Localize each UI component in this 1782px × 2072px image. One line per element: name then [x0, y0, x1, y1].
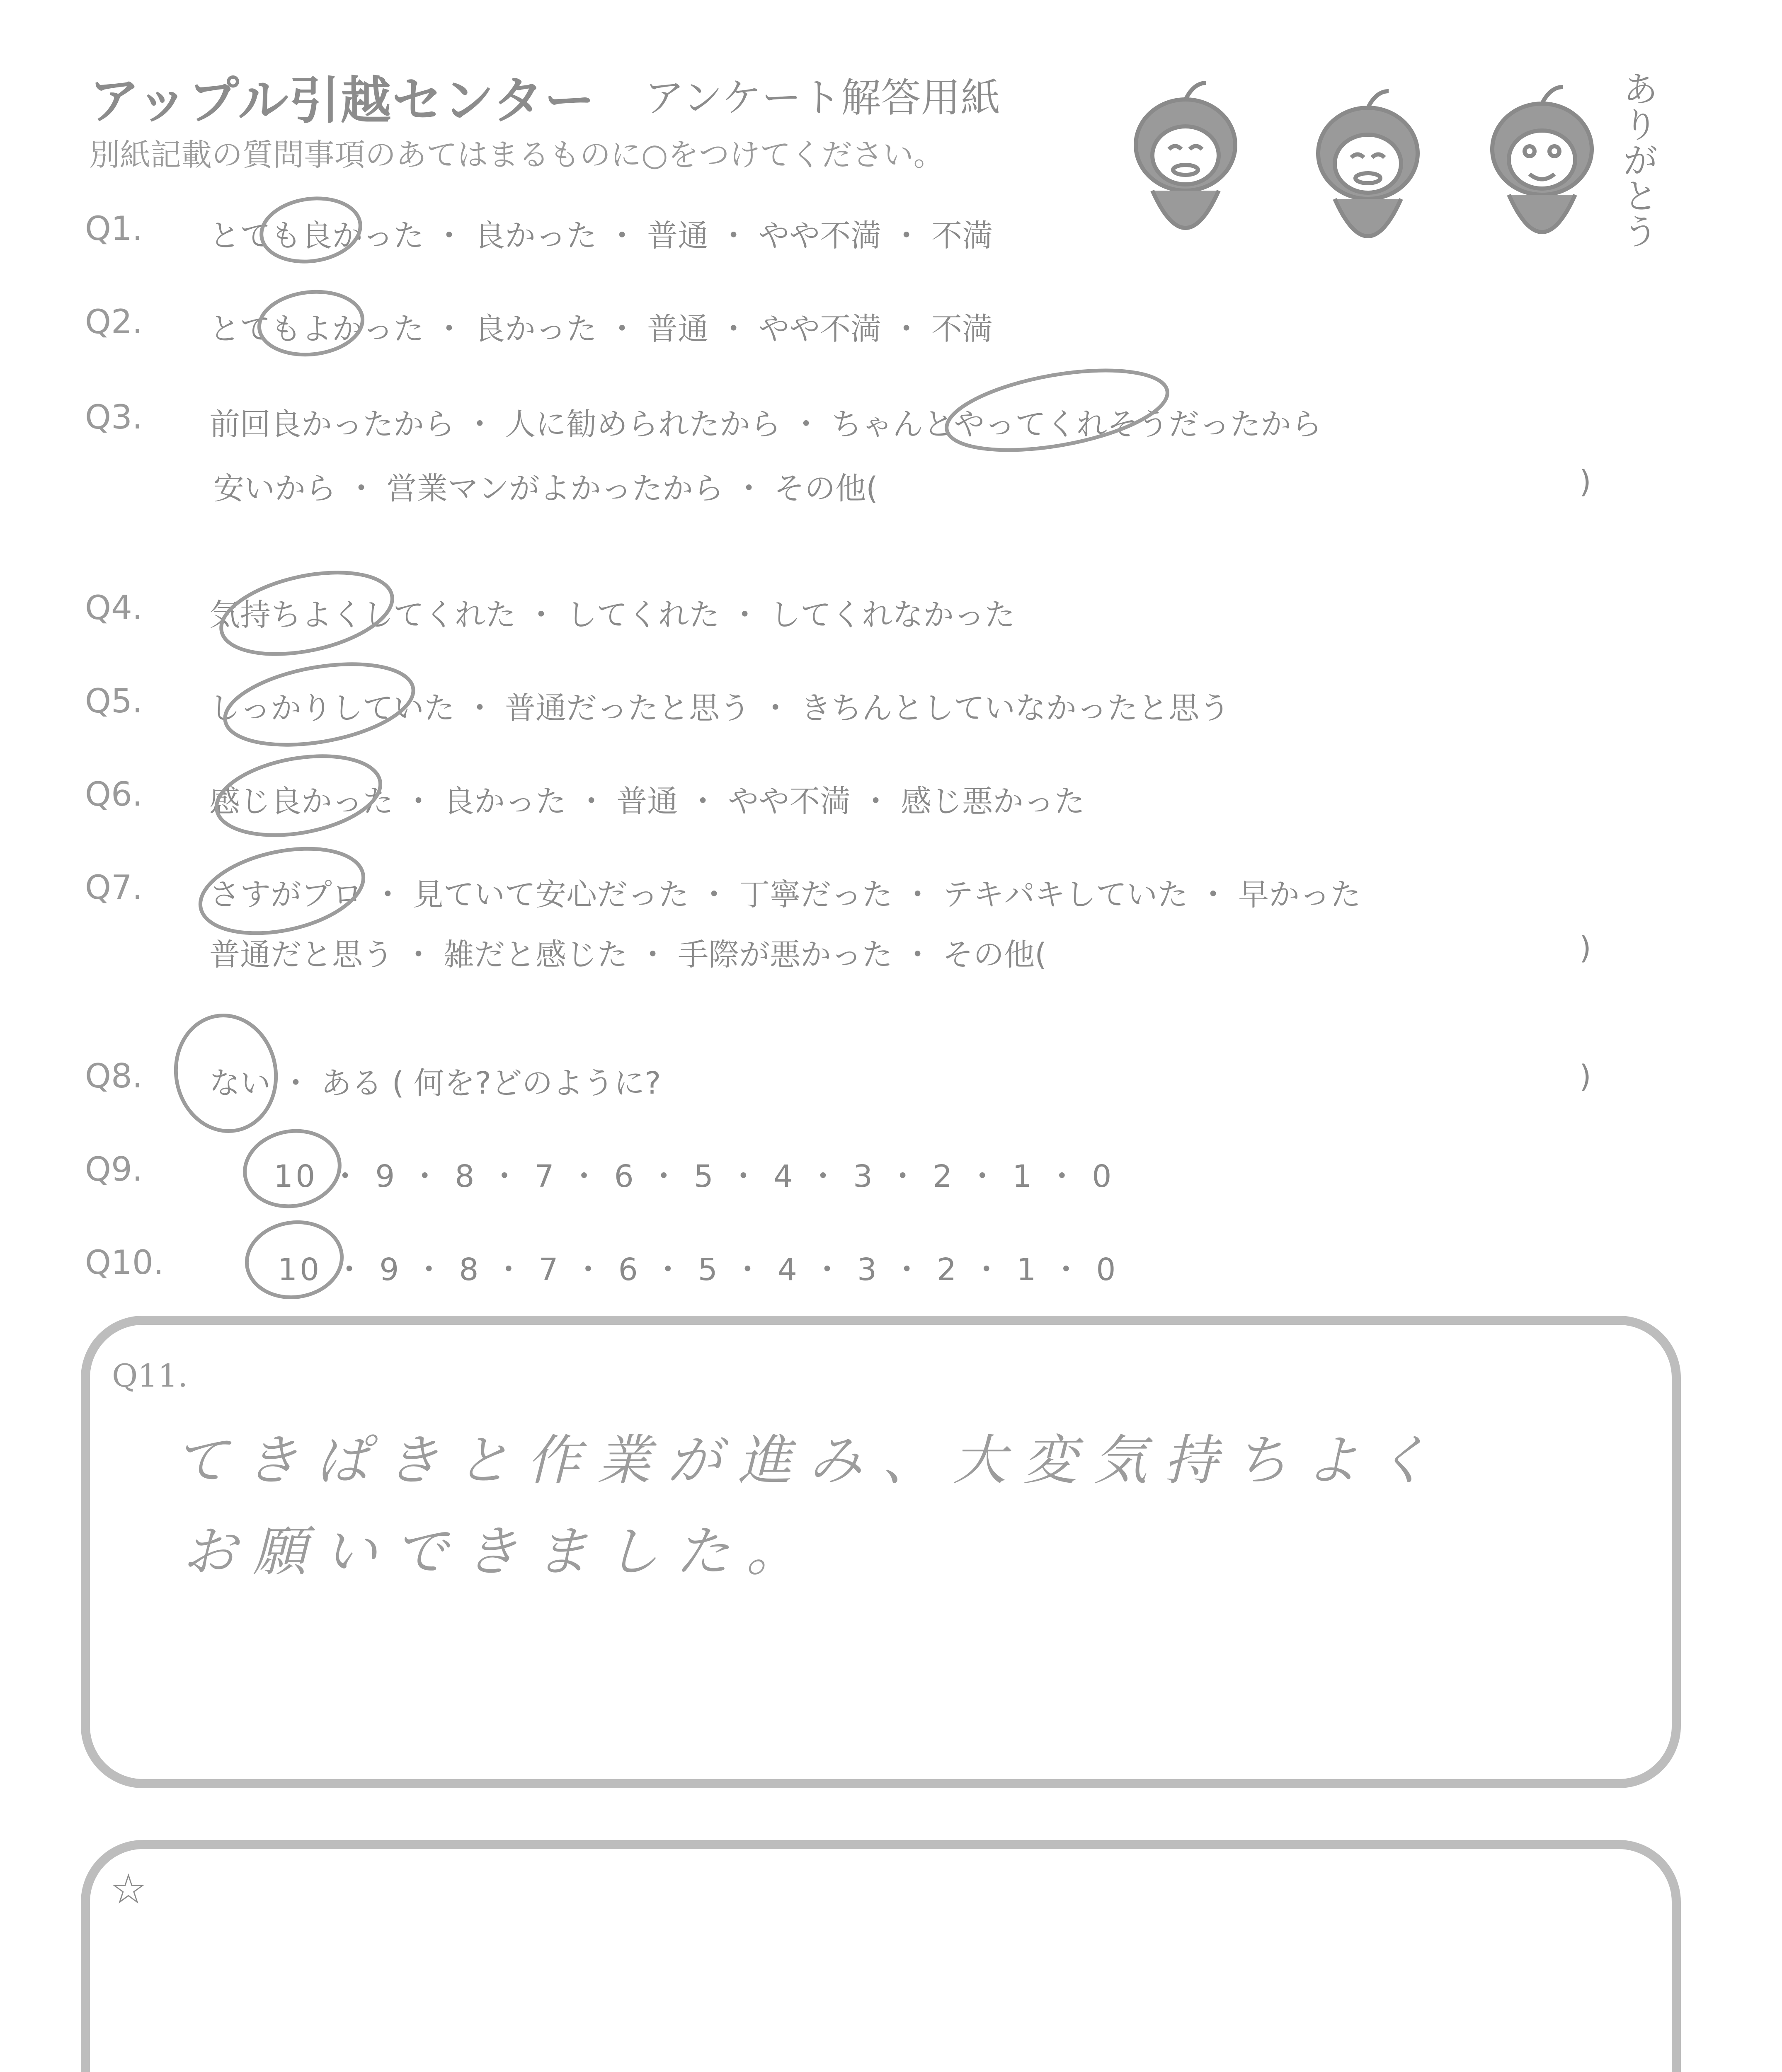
q10-answer-circle	[242, 1216, 347, 1303]
q5-options[interactable]: しっかりしていた ・ 普通だったと思う ・ きちんとしていなかったと思う	[209, 690, 1230, 726]
q1-answer-circle	[257, 192, 365, 268]
q7-close-paren: )	[1579, 930, 1591, 966]
q8-options[interactable]: ない ・ ある ( 何を?どのように?	[209, 1065, 661, 1101]
q11-answer-line1: てきぱきと作業が進み、大変気持ちよく	[174, 1429, 1446, 1492]
instruction-text: 別紙記載の質問事項のあてはまるものに○をつけてください。	[89, 137, 944, 173]
q11-answer-line2: お願いできました。	[182, 1520, 817, 1583]
q5-number: Q5.	[85, 682, 143, 720]
star-comment-box[interactable]	[81, 1840, 1681, 2072]
q6-options[interactable]: 感じ良かった ・ 良かった ・ 普通 ・ やや不満 ・ 感じ悪かった	[209, 784, 1085, 819]
q11-label: Q11.	[112, 1357, 188, 1394]
q6-number: Q6.	[85, 775, 143, 813]
q3-answer-circle	[941, 356, 1173, 464]
q3-number: Q3.	[85, 398, 143, 436]
q9-number: Q9.	[85, 1150, 143, 1188]
q8-number: Q8.	[85, 1057, 143, 1095]
q7-answer-circle	[193, 835, 371, 946]
q10-scale[interactable]: 10 ・ 9 ・ 8 ・ 7 ・ 6 ・ 5 ・ 4 ・ 3 ・ 2 ・ 1 ・ 0	[278, 1252, 1118, 1288]
q10-number: Q10.	[85, 1243, 164, 1282]
brand-title: アップル引越センター	[89, 71, 596, 130]
q4-number: Q4.	[85, 588, 143, 627]
q1-options[interactable]: とても良かった ・ 良かった ・ 普通 ・ やや不満 ・ 不満	[209, 218, 993, 254]
q2-options[interactable]: とてもよかった ・ 良かった ・ 普通 ・ やや不満 ・ 不満	[209, 311, 993, 347]
q3-options-line1[interactable]: 前回良かったから ・ 人に勧められたから ・ ちゃんとやってくれそうだったから	[209, 407, 1322, 442]
q1-number: Q1.	[85, 209, 143, 248]
star-icon: ☆	[110, 1865, 147, 1913]
q5-answer-circle	[219, 651, 419, 758]
q8-answer-circle	[167, 1007, 285, 1139]
q8-close-paren: )	[1579, 1059, 1591, 1094]
thanks-text: ありがとう	[1617, 70, 1658, 249]
q6-answer-circle	[210, 745, 386, 847]
q7-options-line1[interactable]: さすがプロ ・ 見ていて安心だった ・ 丁寧だった ・ テキパキしていた ・ 早かった	[209, 877, 1361, 913]
q7-options-line2[interactable]: 普通だと思う ・ 雑だと感じた ・ 手際が悪かった ・ その他(	[209, 937, 1047, 973]
form-subtitle: アンケート解答用紙	[645, 75, 1001, 121]
q9-answer-circle	[239, 1123, 346, 1213]
q3-close-paren: )	[1579, 464, 1591, 500]
q2-answer-circle	[256, 287, 366, 359]
q7-number: Q7.	[85, 868, 143, 907]
q9-scale[interactable]: 10 ・ 9 ・ 8 ・ 7 ・ 6 ・ 5 ・ 4 ・ 3 ・ 2 ・ 1 ・ 0	[274, 1159, 1114, 1194]
q4-options[interactable]: 気持ちよくしてくれた ・ してくれた ・ してくれなかった	[209, 597, 1016, 633]
q2-number: Q2.	[85, 303, 143, 341]
q4-answer-circle	[214, 559, 400, 668]
q3-options-line2[interactable]: 安いから ・ 営業マンがよかったから ・ その他(	[213, 471, 878, 506]
